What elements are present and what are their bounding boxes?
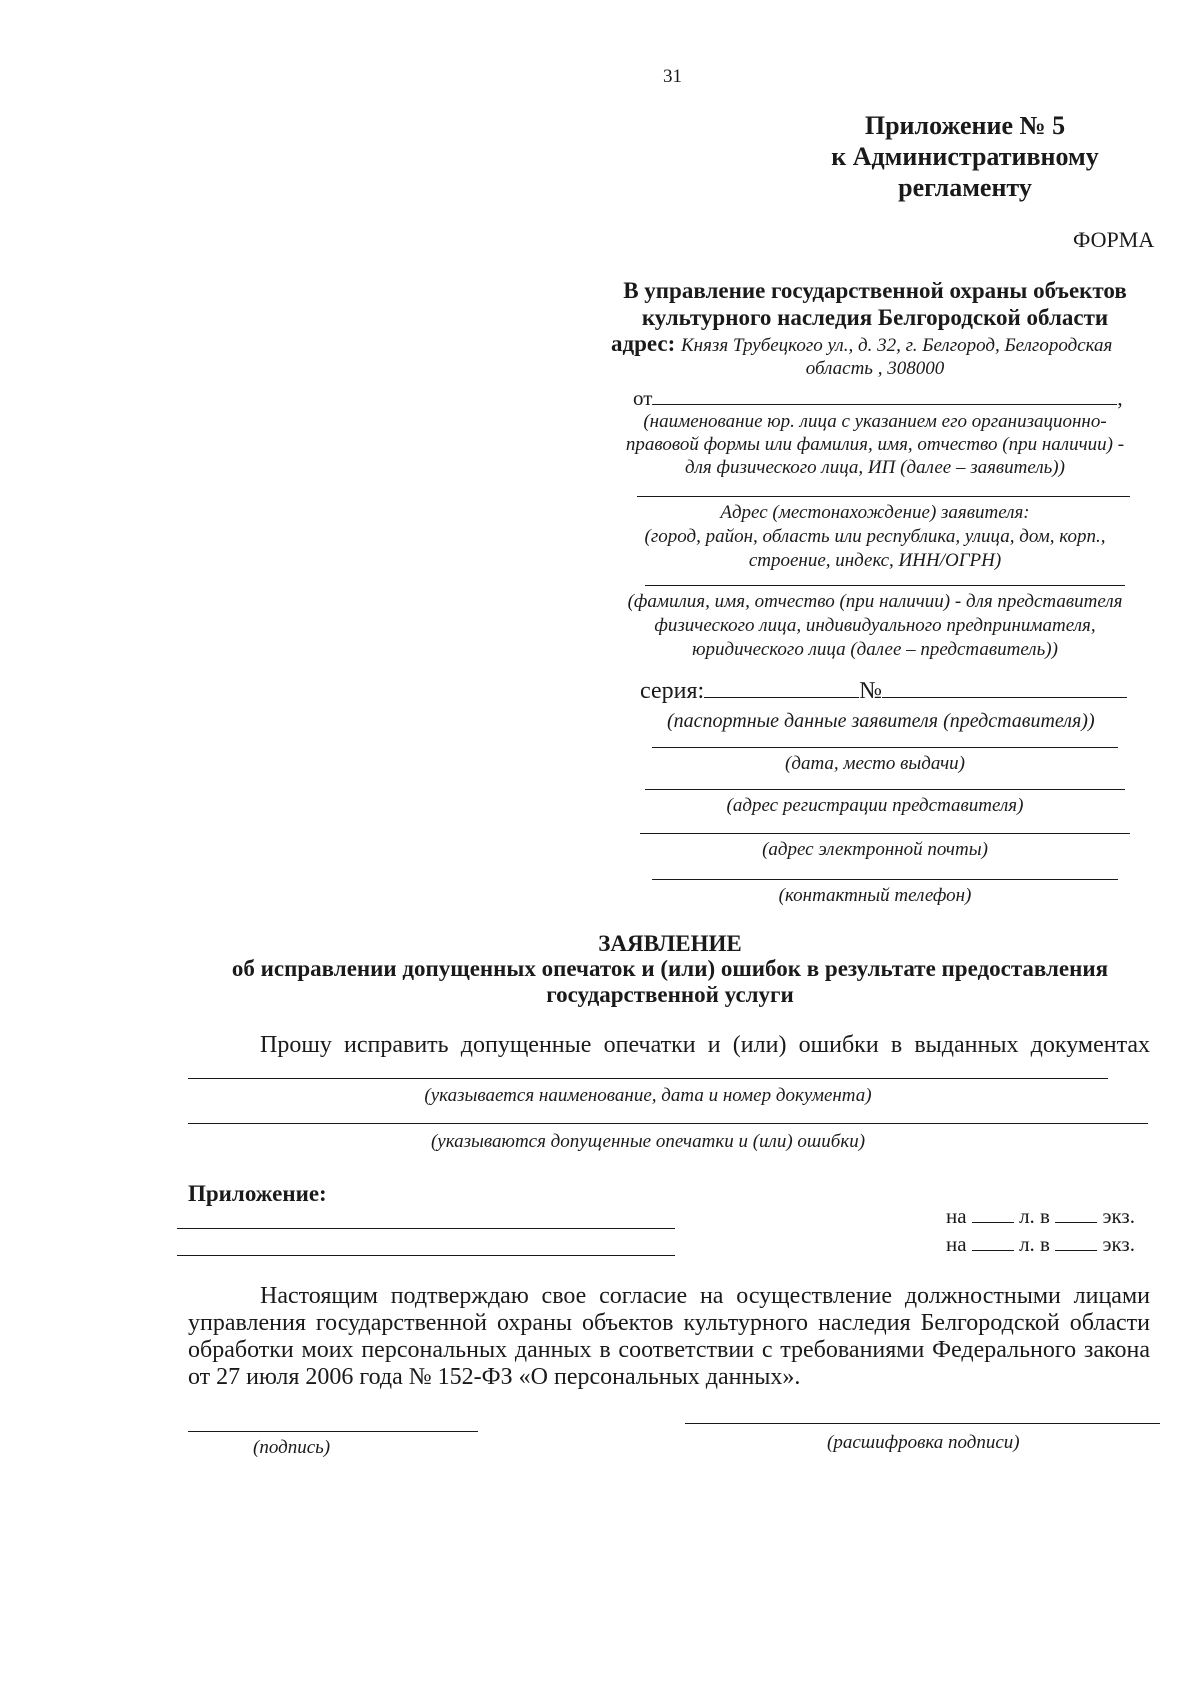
reg-address-field[interactable] bbox=[645, 789, 1125, 790]
from-row bbox=[633, 386, 1123, 411]
document-hint: (указывается наименование, дата и номер документа) bbox=[424, 1085, 872, 1106]
address-hint-line-1: Адрес (местонахождение) заявителя: bbox=[720, 502, 1030, 523]
attachment-sheets: л. в bbox=[1019, 1232, 1050, 1256]
consent-line-4: от 27 июля 2006 года № 152-ФЗ «О персональных данных». bbox=[188, 1364, 801, 1390]
appendix-line-3: регламенту bbox=[898, 173, 1032, 202]
signature-field[interactable] bbox=[188, 1431, 478, 1432]
form-label: ФОРМА bbox=[1073, 227, 1155, 252]
sheets-field[interactable] bbox=[972, 1250, 1014, 1251]
rep-hint-line-3: юридического лица (далее – представитель)) bbox=[692, 639, 1058, 660]
attachment-copies: экз. bbox=[1102, 1232, 1135, 1256]
consent-line-3: обработки моих персональных данных в соответствии с требованиями Федерального закона bbox=[188, 1337, 1150, 1363]
copies-field[interactable] bbox=[1055, 1250, 1097, 1251]
representative-field[interactable] bbox=[645, 585, 1125, 586]
page-number: 31 bbox=[663, 66, 682, 87]
applicant-name-field[interactable] bbox=[652, 404, 1117, 405]
recipient-address-row bbox=[611, 331, 1112, 357]
signature-hint: (подпись) bbox=[253, 1437, 331, 1458]
attachment-row-1 bbox=[946, 1204, 1135, 1229]
reg-address-hint: (адрес регистрации представителя) bbox=[726, 795, 1024, 816]
statement-title: ЗАЯВЛЕНИЕ bbox=[598, 931, 742, 956]
issue-field[interactable] bbox=[652, 747, 1118, 748]
rep-hint-line-1: (фамилия, имя, отчество (при наличии) - для представителя bbox=[627, 591, 1123, 612]
document-field[interactable] bbox=[188, 1078, 1108, 1079]
name-hint-line-2: правовой формы или фамилия, имя, отчество (при наличии) - bbox=[625, 434, 1125, 455]
attachment-row-2 bbox=[946, 1232, 1135, 1257]
attachment-on: на bbox=[946, 1204, 967, 1228]
consent-line-2: управления государственной охраны объектов культурного наследия Белгородской области bbox=[188, 1310, 1150, 1336]
consent-line-1: Настоящим подтверждаю свое согласие на осуществление должностными лицами bbox=[260, 1283, 1150, 1309]
copies-field[interactable] bbox=[1055, 1222, 1097, 1223]
address-hint-line-2: (город, район, область или республика, улица, дом, корп., bbox=[644, 526, 1106, 547]
request-text: Прошу исправить допущенные опечатки и (или) ошибки в выданных документах bbox=[260, 1032, 1150, 1058]
series-field[interactable] bbox=[704, 697, 859, 698]
from-suffix: , bbox=[1117, 386, 1123, 410]
email-hint: (адрес электронной почты) bbox=[762, 839, 988, 860]
number-field[interactable] bbox=[882, 697, 1127, 698]
address-hint-line-3: строение, индекс, ИНН/ОГРН) bbox=[748, 550, 1002, 571]
sheets-field[interactable] bbox=[972, 1222, 1014, 1223]
attachments-label: Приложение: bbox=[188, 1181, 327, 1206]
statement-subtitle-line-1: об исправлении допущенных опечаток и (или) ошибок в результате предоставления bbox=[231, 956, 1109, 981]
statement-subtitle-line-2: государственной услуги bbox=[546, 982, 794, 1007]
from-label: от bbox=[633, 386, 653, 410]
signature-decoding-field[interactable] bbox=[685, 1423, 1160, 1424]
phone-hint: (контактный телефон) bbox=[778, 885, 972, 906]
name-hint-line-3: для физического лица, ИП (далее – заявитель)) bbox=[685, 457, 1065, 478]
phone-field[interactable] bbox=[652, 879, 1118, 880]
attachment-on: на bbox=[946, 1232, 967, 1256]
address-label: адрес: bbox=[611, 331, 676, 356]
series-label: серия: bbox=[640, 678, 705, 704]
address-line-1: Князя Трубецкого ул., д. 32, г. Белгород, Белгородская bbox=[681, 335, 1113, 356]
errors-field[interactable] bbox=[188, 1123, 1148, 1124]
appendix-line-1: Приложение № 5 bbox=[864, 111, 1066, 140]
attachment-field-1[interactable] bbox=[177, 1228, 675, 1229]
recipient-line-1: В управление государственной охраны объектов bbox=[623, 278, 1127, 303]
attachment-field-2[interactable] bbox=[177, 1255, 675, 1256]
applicant-address-field[interactable] bbox=[637, 496, 1130, 497]
rep-hint-line-2: физического лица, индивидуального предпринимателя, bbox=[654, 615, 1096, 636]
attachment-copies: экз. bbox=[1102, 1204, 1135, 1228]
email-field[interactable] bbox=[640, 833, 1130, 834]
name-hint-line-1: (наименование юр. лица с указанием его организационно- bbox=[643, 411, 1107, 432]
appendix-line-2: к Административному bbox=[831, 142, 1099, 171]
signature-decoding-hint: (расшифровка подписи) bbox=[827, 1432, 1020, 1453]
address-line-2: область , 308000 bbox=[805, 358, 945, 379]
number-label: № bbox=[859, 678, 883, 704]
attachment-sheets: л. в bbox=[1019, 1204, 1050, 1228]
issue-hint: (дата, место выдачи) bbox=[785, 753, 965, 774]
passport-hint: (паспортные данные заявителя (представителя)) bbox=[667, 710, 1095, 732]
recipient-line-2: культурного наследия Белгородской области bbox=[641, 305, 1109, 330]
errors-hint: (указываются допущенные опечатки и (или) ошибки) bbox=[430, 1131, 866, 1152]
series-row bbox=[640, 678, 1127, 705]
